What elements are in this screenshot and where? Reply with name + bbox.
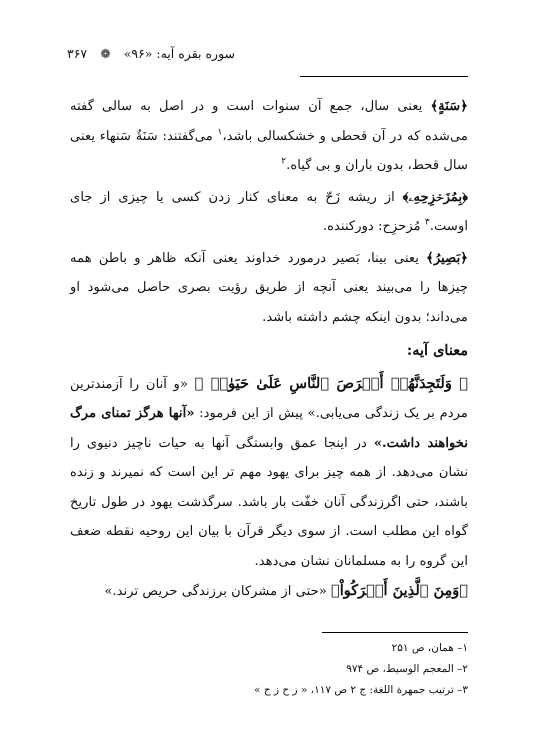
definition-basir <box>70 244 468 333</box>
definition-text: از ریشه زَحّ به معنای کنار زدن کسی یا چیزی از جای اوست. <box>70 189 468 234</box>
section-heading: معنای آیه: <box>406 342 468 359</box>
surah-title: سوره بقره آیه: «۹۶» <box>123 46 235 61</box>
footnotes <box>254 638 468 701</box>
verse-meaning-2 <box>70 576 468 607</box>
definition-text: می‌گفتند: سَنَةٌ سَنهاء یعنی سال قحط، بدون باران و بی گیاه. <box>70 128 468 173</box>
footnote-ref: ۳ <box>424 217 430 228</box>
meaning-text: «حتی از مشرکان برزندگی حریص ترند.» <box>104 584 332 599</box>
verse-meaning <box>70 369 468 577</box>
term-muzahzih: ﴿بِمُزَحۡزِحِهِۦ﴾ <box>402 189 468 205</box>
meaning-text: در اینجا عمق وابستگی آنها به حیات ناچیز دنیوی را نشان می‌دهد. از همه چیز برای یهود مهم تر این است که نمیرند و زنده باشند، حتی اگرزندگی آنان خفّت بار باشد. سرگذشت یهود در طول تاریخ گواه این مطلب است. از سوی دیگر قرآن با بیان این روحیه نقطه ضعف این گروه را به مسلمانان نشان می‌دهد. <box>70 435 468 569</box>
main-text <box>70 92 468 607</box>
footnote: ۱– همان، ص ۲۵۱ <box>391 642 468 654</box>
quran-verse: ﴿ وَلَتَجِدَنَّهُمۡ أَحۡرَصَ ٱلنَّاسِ عَلَىٰ حَيَوٰةٖ ﴾ <box>194 374 468 392</box>
page-number: ۳۶۷ <box>67 46 88 61</box>
footnote: ۲– المعجم الوسیط، ص ۹۷۴ <box>346 663 468 675</box>
ornament-icon: ❁ <box>100 46 111 61</box>
quoted-verse: «آنها هرگز تمنای مرگ نخواهند داشت.» <box>70 406 468 451</box>
definition-muzahzih <box>70 183 468 242</box>
term-basir: ﴿بَصِيرُ﴾ <box>426 250 468 266</box>
quran-verse: ﴿وَمِنَ ٱلَّذِينَ أَشۡرَكُواْ﴾ <box>331 582 468 599</box>
term-sanah: ﴿سَنَةٍ﴾ <box>430 99 468 114</box>
definition-text: یعنی سال، جمع آن سنوات است و در اصل به سالی گفته می‌شده که در آن قحطی و خشکسالی باشد، <box>70 99 468 144</box>
footnote-ref: ۱ <box>217 127 223 138</box>
running-header <box>67 46 235 61</box>
definition-text: یعنی بینا، بَصیر درمورد خداوند یعنی آنکه ظاهر و باطن همه چیزها را می‌بیند یعنی آنچه از طریق رؤیت بصری حاصل می‌شود او می‌داند؛ بدون اینکه چشم داشته باشد. <box>70 250 468 325</box>
footnote-rule <box>322 632 468 633</box>
footnote: ۳– ترتیب جمهرة اللغة: ج ۲ ص ۱۱۷، « ز ح ز ح » <box>254 684 468 696</box>
definition-sanah <box>70 92 468 181</box>
definition-text: مُزحزِح: دورکننده. <box>322 219 425 234</box>
header-rule <box>300 76 468 77</box>
meaning-text: «و آنان را آزمندترین مردم بر یک زندگی می‌یابی.» پیش از این فرمود: <box>70 376 468 421</box>
footnote-ref: ۲ <box>281 156 287 167</box>
